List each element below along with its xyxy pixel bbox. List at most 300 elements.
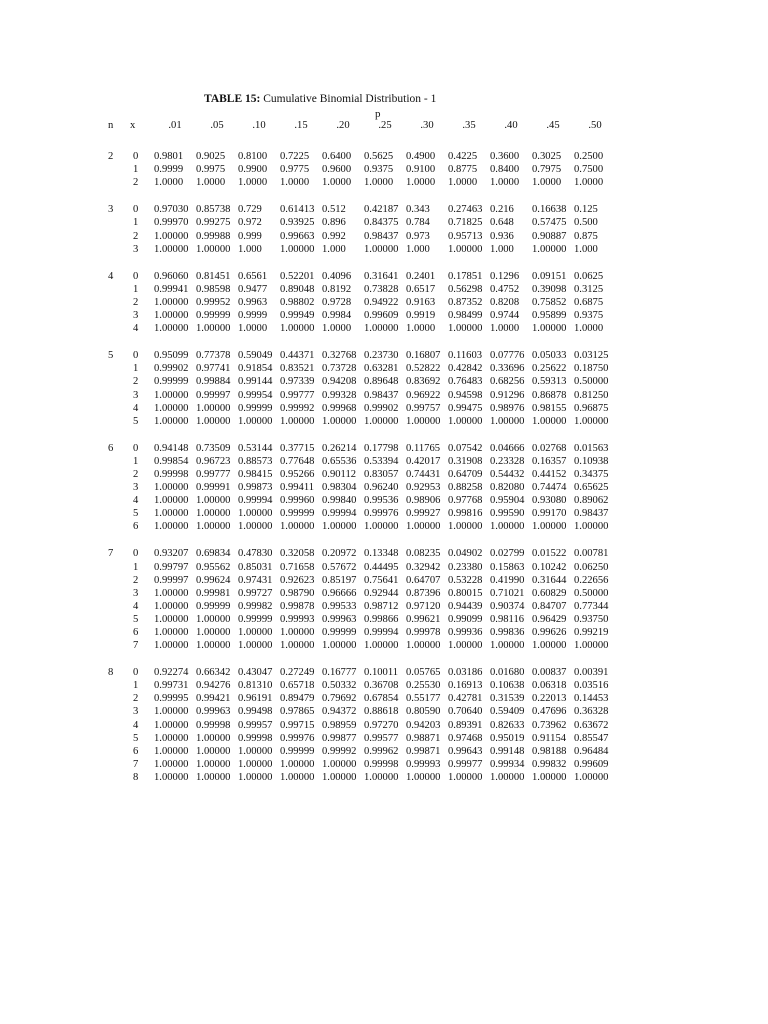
value-cell: 0.69834 xyxy=(196,548,231,560)
x-cell: 1 xyxy=(133,455,139,467)
value-cell: 0.11765 xyxy=(406,442,441,454)
value-cell: 1.00000 xyxy=(196,758,231,770)
value-cell: 0.61413 xyxy=(280,204,315,216)
value-cell: 0.06318 xyxy=(532,680,567,692)
x-cell: 5 xyxy=(133,415,139,427)
value-cell: 1.00000 xyxy=(238,521,273,533)
value-cell: 0.02768 xyxy=(532,442,567,454)
value-cell: 0.99498 xyxy=(238,706,273,718)
table-row xyxy=(108,230,616,243)
table-row xyxy=(108,402,616,415)
value-cell: 0.10242 xyxy=(532,561,567,573)
value-cell: 1.00000 xyxy=(154,706,189,718)
value-cell: 1.00000 xyxy=(532,415,567,427)
value-cell: 0.99536 xyxy=(364,495,399,507)
value-cell: 0.89479 xyxy=(280,693,315,705)
value-cell: 1.000 xyxy=(238,243,262,255)
value-cell: 0.97339 xyxy=(280,376,315,388)
value-cell: 0.96191 xyxy=(238,693,273,705)
value-cell: 0.992 xyxy=(322,230,346,242)
value-cell: 0.41990 xyxy=(490,574,525,586)
value-cell: 0.10638 xyxy=(490,680,525,692)
table-row xyxy=(108,322,616,335)
value-cell: 0.99533 xyxy=(322,600,357,612)
table-row xyxy=(108,389,616,402)
n-cell xyxy=(108,679,130,692)
value-cell: 0.89648 xyxy=(364,376,399,388)
n-cell xyxy=(108,216,130,229)
value-cell: 0.4096 xyxy=(322,270,352,282)
value-cell: 1.00000 xyxy=(322,521,357,533)
value-cell: 0.99993 xyxy=(280,613,315,625)
value-cell: 1.00000 xyxy=(280,640,315,652)
header-n: n xyxy=(108,120,114,131)
value-cell: 1.0000 xyxy=(238,323,268,335)
value-cell: 1.00000 xyxy=(196,613,231,625)
value-cell: 0.08235 xyxy=(406,548,441,560)
value-cell: 0.52822 xyxy=(406,363,441,375)
value-cell: 0.5625 xyxy=(364,151,394,163)
value-cell: 1.00000 xyxy=(532,521,567,533)
value-cell: 1.00000 xyxy=(238,758,273,770)
value-cell: 0.512 xyxy=(322,204,346,216)
value-cell: 0.99609 xyxy=(364,310,399,322)
value-cell: 1.00000 xyxy=(154,243,189,255)
value-cell: 0.9963 xyxy=(238,296,268,308)
n-cell xyxy=(108,494,130,507)
value-cell: 0.63672 xyxy=(574,719,609,731)
table-row xyxy=(108,574,616,587)
value-cell: 0.32768 xyxy=(322,350,357,362)
value-cell: 0.73828 xyxy=(364,283,399,295)
n-cell xyxy=(108,402,130,415)
value-cell: 1.0000 xyxy=(322,323,352,335)
value-cell: 0.80590 xyxy=(406,706,441,718)
header-p-10: .50 xyxy=(588,120,602,131)
table-row xyxy=(108,758,616,771)
x-cell: 0 xyxy=(133,442,139,454)
value-cell: 0.99999 xyxy=(280,745,315,757)
value-cell: 0.33696 xyxy=(490,363,525,375)
x-cell: 8 xyxy=(133,771,139,783)
value-cell: 0.98155 xyxy=(532,402,567,414)
value-cell: 0.7500 xyxy=(574,164,604,176)
value-cell: 0.9984 xyxy=(322,310,352,322)
value-cell: 0.99999 xyxy=(280,508,315,520)
value-cell: 0.6561 xyxy=(238,270,268,282)
x-cell: 6 xyxy=(133,745,139,757)
table-row xyxy=(108,468,616,481)
value-cell: 0.99998 xyxy=(364,758,399,770)
value-cell: 0.73728 xyxy=(322,363,357,375)
value-cell: 0.15863 xyxy=(490,561,525,573)
x-cell: 7 xyxy=(133,640,139,652)
value-cell: 0.91296 xyxy=(490,389,525,401)
value-cell: 0.99275 xyxy=(196,217,231,229)
value-cell: 0.07776 xyxy=(490,350,525,362)
value-cell: 0.64709 xyxy=(448,468,483,480)
value-cell: 0.01563 xyxy=(574,442,609,454)
n-cell xyxy=(108,468,130,481)
value-cell: 0.9728 xyxy=(322,296,352,308)
value-cell: 1.0000 xyxy=(322,177,352,189)
value-cell: 0.98598 xyxy=(196,283,231,295)
value-cell: 0.4752 xyxy=(490,283,520,295)
value-cell: 0.936 xyxy=(490,230,514,242)
x-cell: 0 xyxy=(133,548,139,560)
value-cell: 0.9919 xyxy=(406,310,436,322)
value-cell: 0.07542 xyxy=(448,442,483,454)
table-row xyxy=(108,494,616,507)
value-cell: 0.75641 xyxy=(364,574,399,586)
value-cell: 0.89062 xyxy=(574,495,609,507)
n-cell xyxy=(108,732,130,745)
value-cell: 0.66342 xyxy=(196,667,231,679)
x-cell: 2 xyxy=(133,230,139,242)
x-cell: 7 xyxy=(133,758,139,770)
value-cell: 0.99992 xyxy=(322,745,357,757)
value-cell: 0.85738 xyxy=(196,204,231,216)
value-cell: 0.99577 xyxy=(364,732,399,744)
value-cell: 0.65718 xyxy=(280,680,315,692)
value-cell: 1.00000 xyxy=(154,758,189,770)
value-cell: 0.03516 xyxy=(574,680,609,692)
value-cell: 0.77648 xyxy=(280,455,315,467)
value-cell: 0.99988 xyxy=(196,230,231,242)
table-row xyxy=(108,481,616,494)
x-cell: 1 xyxy=(133,561,139,573)
group-spacer xyxy=(108,189,616,203)
value-cell: 0.94208 xyxy=(322,376,357,388)
value-cell: 0.00837 xyxy=(532,667,567,679)
x-cell: 3 xyxy=(133,482,139,494)
value-cell: 0.99960 xyxy=(280,495,315,507)
value-cell: 0.68256 xyxy=(490,376,525,388)
value-cell: 1.00000 xyxy=(196,745,231,757)
value-cell: 0.91154 xyxy=(532,732,567,744)
value-cell: 0.98499 xyxy=(448,310,483,322)
value-cell: 1.00000 xyxy=(280,771,315,783)
value-cell: 0.93080 xyxy=(532,495,567,507)
value-cell: 0.99982 xyxy=(238,600,273,612)
value-cell: 0.80015 xyxy=(448,587,483,599)
value-cell: 0.53394 xyxy=(364,455,399,467)
value-cell: 0.23730 xyxy=(364,350,399,362)
value-cell: 0.99840 xyxy=(322,495,357,507)
x-cell: 3 xyxy=(133,310,139,322)
value-cell: 0.59409 xyxy=(490,706,525,718)
value-cell: 0.9600 xyxy=(322,164,352,176)
table-row xyxy=(108,442,616,455)
value-cell: 0.05765 xyxy=(406,667,441,679)
value-cell: 0.23380 xyxy=(448,561,483,573)
value-cell: 0.99997 xyxy=(154,574,189,586)
value-cell: 0.84375 xyxy=(364,217,399,229)
value-cell: 0.44371 xyxy=(280,350,315,362)
value-cell: 0.99643 xyxy=(448,745,483,757)
value-cell: 1.00000 xyxy=(322,771,357,783)
value-cell: 0.65625 xyxy=(574,482,609,494)
value-cell: 0.99144 xyxy=(238,376,273,388)
value-cell: 0.01680 xyxy=(490,667,525,679)
value-cell: 0.10938 xyxy=(574,455,609,467)
value-cell: 1.00000 xyxy=(490,640,525,652)
value-cell: 1.00000 xyxy=(574,415,609,427)
value-cell: 1.00000 xyxy=(532,771,567,783)
x-cell: 2 xyxy=(133,574,139,586)
value-cell: 1.0000 xyxy=(448,177,478,189)
value-cell: 0.97468 xyxy=(448,732,483,744)
x-cell: 1 xyxy=(133,680,139,692)
value-cell: 1.00000 xyxy=(406,640,441,652)
n-cell: 3 xyxy=(108,204,114,216)
value-cell: 1.00000 xyxy=(154,587,189,599)
value-cell: 0.74474 xyxy=(532,482,567,494)
value-cell: 0.99873 xyxy=(238,482,273,494)
value-cell: 0.81451 xyxy=(196,270,231,282)
value-cell: 1.00000 xyxy=(196,323,231,335)
value-cell: 0.99866 xyxy=(364,613,399,625)
value-cell: 0.06250 xyxy=(574,561,609,573)
value-cell: 0.75852 xyxy=(532,296,567,308)
x-cell: 2 xyxy=(133,177,139,189)
value-cell: 0.8400 xyxy=(490,164,520,176)
value-cell: 0.96240 xyxy=(364,482,399,494)
value-cell: 0.875 xyxy=(574,230,598,242)
value-cell: 0.16807 xyxy=(406,350,441,362)
table-row xyxy=(108,362,616,375)
value-cell: 0.88258 xyxy=(448,482,483,494)
x-cell: 5 xyxy=(133,613,139,625)
value-cell: 0.50000 xyxy=(574,587,609,599)
value-cell: 0.500 xyxy=(574,217,598,229)
table-row xyxy=(108,375,616,388)
value-cell: 1.00000 xyxy=(364,771,399,783)
value-cell: 0.9100 xyxy=(406,164,436,176)
value-cell: 1.00000 xyxy=(154,600,189,612)
value-cell: 1.00000 xyxy=(196,732,231,744)
x-cell: 2 xyxy=(133,296,139,308)
value-cell: 0.99884 xyxy=(196,376,231,388)
value-cell: 0.972 xyxy=(238,217,262,229)
value-cell: 0.99994 xyxy=(322,508,357,520)
value-cell: 1.00000 xyxy=(154,389,189,401)
value-cell: 0.65536 xyxy=(322,455,357,467)
value-cell: 0.97865 xyxy=(280,706,315,718)
value-cell: 0.98116 xyxy=(490,613,525,625)
header-p-5: .25 xyxy=(378,120,392,131)
value-cell: 0.98802 xyxy=(280,296,315,308)
value-cell: 0.03125 xyxy=(574,350,609,362)
x-cell: 3 xyxy=(133,243,139,255)
value-cell: 1.00000 xyxy=(154,771,189,783)
value-cell: 0.9775 xyxy=(280,164,310,176)
value-cell: 0.3125 xyxy=(574,283,604,295)
value-cell: 0.96666 xyxy=(322,587,357,599)
value-cell: 1.00000 xyxy=(196,771,231,783)
table-row xyxy=(108,745,616,758)
table-row xyxy=(108,679,616,692)
table-row xyxy=(108,309,616,322)
value-cell: 0.77378 xyxy=(196,350,231,362)
value-cell: 0.85547 xyxy=(574,732,609,744)
value-cell: 1.000 xyxy=(406,243,430,255)
value-cell: 0.88573 xyxy=(238,455,273,467)
x-cell: 1 xyxy=(133,217,139,229)
value-cell: 0.98437 xyxy=(574,508,609,520)
value-cell: 0.83692 xyxy=(406,376,441,388)
value-cell: 0.92623 xyxy=(280,574,315,586)
table-row xyxy=(108,203,616,216)
value-cell: 0.22013 xyxy=(532,693,567,705)
value-cell: 0.0625 xyxy=(574,270,604,282)
value-cell: 1.00000 xyxy=(154,402,189,414)
header-p-0: .01 xyxy=(168,120,182,131)
value-cell: 0.99727 xyxy=(238,587,273,599)
value-cell: 0.99941 xyxy=(154,283,189,295)
value-cell: 0.99963 xyxy=(196,706,231,718)
value-cell: 0.99871 xyxy=(406,745,441,757)
value-cell: 0.50000 xyxy=(574,376,609,388)
value-cell: 0.99624 xyxy=(196,574,231,586)
value-cell: 1.0000 xyxy=(238,177,268,189)
value-cell: 0.99968 xyxy=(322,402,357,414)
n-cell xyxy=(108,375,130,388)
value-cell: 0.98415 xyxy=(238,468,273,480)
header-p-9: .45 xyxy=(546,120,560,131)
value-cell: 1.0000 xyxy=(154,177,184,189)
value-cell: 0.1296 xyxy=(490,270,520,282)
value-cell: 0.99777 xyxy=(196,468,231,480)
value-cell: 1.00000 xyxy=(154,521,189,533)
value-cell: 0.73962 xyxy=(532,719,567,731)
x-cell: 1 xyxy=(133,363,139,375)
value-cell: 0.7975 xyxy=(532,164,562,176)
value-cell: 0.20972 xyxy=(322,548,357,560)
value-cell: 0.16913 xyxy=(448,680,483,692)
value-cell: 0.99219 xyxy=(574,627,609,638)
value-cell: 1.0000 xyxy=(364,177,394,189)
table-row xyxy=(108,270,616,283)
value-cell: 1.00000 xyxy=(322,415,357,427)
value-cell: 1.00000 xyxy=(154,230,189,242)
value-cell: 1.00000 xyxy=(532,243,567,255)
value-cell: 1.00000 xyxy=(196,402,231,414)
value-cell: 0.99970 xyxy=(154,217,189,229)
value-cell: 0.95266 xyxy=(280,468,315,480)
value-cell: 0.73509 xyxy=(196,442,231,454)
value-cell: 0.84707 xyxy=(532,600,567,612)
value-cell: 0.60829 xyxy=(532,587,567,599)
value-cell: 0.81310 xyxy=(238,680,273,692)
value-cell: 0.99992 xyxy=(280,402,315,414)
value-cell: 0.95099 xyxy=(154,350,189,362)
value-cell: 1.000 xyxy=(322,243,346,255)
n-cell xyxy=(108,758,130,771)
value-cell: 1.00000 xyxy=(154,323,189,335)
value-cell: 0.94598 xyxy=(448,389,483,401)
table-row xyxy=(108,613,616,626)
x-cell: 1 xyxy=(133,164,139,176)
value-cell: 1.00000 xyxy=(322,758,357,770)
value-cell: 0.97431 xyxy=(238,574,273,586)
value-cell: 0.81250 xyxy=(574,389,609,401)
value-cell: 0.99715 xyxy=(280,719,315,731)
value-cell: 0.7225 xyxy=(280,151,310,163)
value-cell: 1.00000 xyxy=(448,323,483,335)
value-cell: 1.00000 xyxy=(154,640,189,652)
value-cell: 0.99999 xyxy=(322,627,357,638)
n-cell xyxy=(108,613,130,626)
x-cell: 6 xyxy=(133,521,139,533)
x-cell: 4 xyxy=(133,323,139,335)
value-cell: 0.00391 xyxy=(574,667,609,679)
table-row xyxy=(108,587,616,600)
value-cell: 0.99854 xyxy=(154,455,189,467)
n-cell xyxy=(108,771,130,784)
value-cell: 0.9999 xyxy=(154,164,184,176)
value-cell: 0.99994 xyxy=(238,495,273,507)
value-cell: 0.05033 xyxy=(532,350,567,362)
value-cell: 0.9163 xyxy=(406,296,436,308)
header-x: x xyxy=(130,120,136,131)
value-cell: 1.00000 xyxy=(196,508,231,520)
value-cell: 0.9744 xyxy=(490,310,520,322)
value-cell: 0.94148 xyxy=(154,442,189,454)
value-cell: 0.98437 xyxy=(364,389,399,401)
value-cell: 1.00000 xyxy=(238,415,273,427)
value-cell: 0.42781 xyxy=(448,693,483,705)
value-cell: 0.86878 xyxy=(532,389,567,401)
value-cell: 0.59313 xyxy=(532,376,567,388)
value-cell: 0.47830 xyxy=(238,548,273,560)
value-cell: 0.98790 xyxy=(280,587,315,599)
value-cell: 1.0000 xyxy=(490,323,520,335)
value-cell: 1.0000 xyxy=(406,323,436,335)
n-cell: 6 xyxy=(108,442,114,454)
value-cell: 1.00000 xyxy=(322,640,357,652)
value-cell: 0.99816 xyxy=(448,508,483,520)
value-cell: 1.00000 xyxy=(490,415,525,427)
value-cell: 0.98437 xyxy=(364,230,399,242)
value-cell: 0.42187 xyxy=(364,204,399,216)
x-cell: 6 xyxy=(133,627,139,638)
table-row xyxy=(108,639,616,652)
value-cell: 1.00000 xyxy=(364,415,399,427)
value-cell: 0.99902 xyxy=(364,402,399,414)
value-cell: 0.11603 xyxy=(448,350,483,362)
value-cell: 0.71658 xyxy=(280,561,315,573)
header-row xyxy=(108,119,616,150)
value-cell: 0.2401 xyxy=(406,270,436,282)
value-cell: 0.16357 xyxy=(532,455,567,467)
n-cell xyxy=(108,600,130,613)
n-cell xyxy=(108,296,130,309)
x-cell: 4 xyxy=(133,495,139,507)
value-cell: 0.99976 xyxy=(280,732,315,744)
value-cell: 0.973 xyxy=(406,230,430,242)
value-cell: 1.00000 xyxy=(154,508,189,520)
value-cell: 0.99997 xyxy=(196,389,231,401)
value-cell: 0.3600 xyxy=(490,151,520,163)
value-cell: 0.74431 xyxy=(406,468,441,480)
value-cell: 0.94203 xyxy=(406,719,441,731)
x-cell: 4 xyxy=(133,402,139,414)
table-row xyxy=(108,216,616,229)
value-cell: 0.94922 xyxy=(364,296,399,308)
n-cell xyxy=(108,283,130,296)
header-p-8: .40 xyxy=(504,120,518,131)
